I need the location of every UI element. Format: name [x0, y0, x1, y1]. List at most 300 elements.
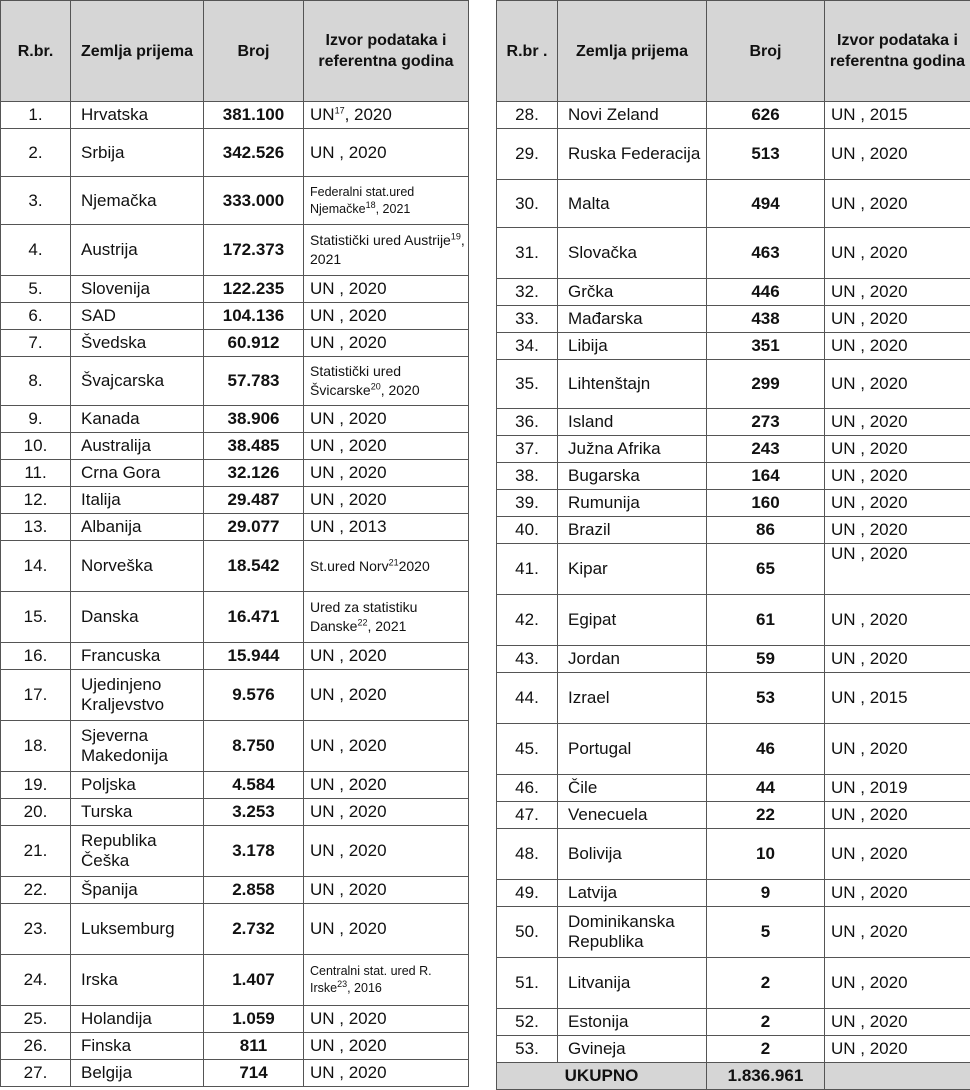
table-row [1, 460, 469, 487]
country-name: Albanija [71, 514, 204, 541]
row-number: 20. [1, 799, 71, 826]
emigrant-count: 3.253 [204, 799, 304, 826]
row-number: 39. [497, 490, 558, 517]
table-row [497, 646, 970, 673]
footnote-ref: 22 [357, 617, 367, 627]
row-number: 52. [497, 1009, 558, 1036]
table-row [1, 1060, 469, 1087]
emigrant-count: 15.944 [204, 643, 304, 670]
row-number: 38. [497, 463, 558, 490]
country-name: Turska [71, 799, 204, 826]
data-source: UN , 2020 [825, 517, 970, 544]
data-source: UN , 2015 [825, 673, 970, 724]
table-row [497, 306, 970, 333]
country-name: Luksemburg [71, 904, 204, 955]
country-name: Novi Zeland [558, 102, 707, 129]
table-row [497, 1036, 970, 1063]
country-name: Italija [71, 487, 204, 514]
emigrant-count: 29.487 [204, 487, 304, 514]
data-source: UN , 2020 [825, 180, 970, 228]
total-value: 1.836.961 [707, 1063, 825, 1090]
emigrant-count: 3.178 [204, 826, 304, 877]
country-name: Ujedinjeno Kraljevstvo [71, 670, 204, 721]
country-name: Švajcarska [71, 357, 204, 406]
row-number: 46. [497, 775, 558, 802]
table-row [497, 595, 970, 646]
country-name: Sjeverna Makedonija [71, 721, 204, 772]
row-number: 6. [1, 303, 71, 330]
total-row [497, 1063, 970, 1090]
source-year: , 2021 [376, 202, 411, 216]
emigrant-count: 38.485 [204, 433, 304, 460]
row-number: 1. [1, 102, 71, 129]
row-number: 34. [497, 333, 558, 360]
emigrant-count: 57.783 [204, 357, 304, 406]
source-text: Federalni stat.ured Njemačke [310, 185, 414, 216]
table-row [1, 406, 469, 433]
row-number: 31. [497, 228, 558, 279]
data-source: UN , 2020 [304, 276, 469, 303]
data-source: UN , 2020 [825, 333, 970, 360]
emigrant-count: 4.584 [204, 772, 304, 799]
table-row [1, 1006, 469, 1033]
country-name: Mađarska [558, 306, 707, 333]
data-source: UN , 2020 [825, 802, 970, 829]
row-number: 4. [1, 225, 71, 276]
data-source: UN , 2020 [825, 490, 970, 517]
row-number: 18. [1, 721, 71, 772]
emigrant-count: 342.526 [204, 129, 304, 177]
row-number: 17. [1, 670, 71, 721]
country-name: Brazil [558, 517, 707, 544]
table-row [497, 102, 970, 129]
emigrant-count: 381.100 [204, 102, 304, 129]
source-year: , 2020 [345, 105, 392, 124]
data-source: UN , 2020 [304, 1033, 469, 1060]
country-name: Egipat [558, 595, 707, 646]
data-source: UN , 2020 [825, 129, 970, 180]
emigrant-count: 2.858 [204, 877, 304, 904]
row-number: 37. [497, 436, 558, 463]
emigrant-count: 333.000 [204, 177, 304, 225]
table-row [1, 670, 469, 721]
data-source: UN , 2020 [304, 772, 469, 799]
row-number: 35. [497, 360, 558, 409]
header-source: Izvor podataka i referentna godina [304, 1, 469, 102]
country-name: Izrael [558, 673, 707, 724]
row-number: 7. [1, 330, 71, 357]
row-number: 29. [497, 129, 558, 180]
emigrant-count: 9.576 [204, 670, 304, 721]
country-name: Venecuela [558, 802, 707, 829]
emigrant-count: 626 [707, 102, 825, 129]
country-name: Kipar [558, 544, 707, 595]
footnote-ref: 23 [337, 979, 347, 989]
row-number: 3. [1, 177, 71, 225]
data-source: UN , 2020 [304, 904, 469, 955]
row-number: 15. [1, 592, 71, 643]
table-row [1, 177, 469, 225]
row-number: 13. [1, 514, 71, 541]
data-source: UN , 2020 [304, 877, 469, 904]
row-number: 28. [497, 102, 558, 129]
data-source [304, 592, 469, 643]
country-name: Južna Afrika [558, 436, 707, 463]
source-year: , 2016 [347, 981, 382, 995]
table-row [1, 592, 469, 643]
table-row [1, 721, 469, 772]
row-number: 36. [497, 409, 558, 436]
data-source: UN , 2020 [304, 433, 469, 460]
data-source [304, 102, 469, 129]
table-row [497, 1009, 970, 1036]
source-year: 2020 [399, 558, 430, 574]
table-row [497, 279, 970, 306]
source-year: , 2020 [381, 382, 420, 398]
country-name: Irska [71, 955, 204, 1006]
emigrant-count: 22 [707, 802, 825, 829]
emigrant-count: 46 [707, 724, 825, 775]
table-row [1, 225, 469, 276]
table-row [497, 958, 970, 1009]
data-source: UN , 2020 [304, 129, 469, 177]
table-row [497, 829, 970, 880]
source-text: Ured za statistiku Danske [310, 599, 417, 634]
data-source: UN , 2020 [825, 544, 970, 595]
source-text: Statistički ured Švicarske [310, 363, 401, 398]
total-blank [825, 1063, 970, 1090]
header-rbr: R.br. [1, 1, 71, 102]
data-source: UN , 2020 [304, 406, 469, 433]
row-number: 11. [1, 460, 71, 487]
header-count: Broj [204, 1, 304, 102]
row-number: 42. [497, 595, 558, 646]
emigrant-count: 59 [707, 646, 825, 673]
emigrant-count: 494 [707, 180, 825, 228]
table-row [497, 775, 970, 802]
emigrant-count: 86 [707, 517, 825, 544]
emigrant-count: 811 [204, 1033, 304, 1060]
row-number: 12. [1, 487, 71, 514]
country-name: Bugarska [558, 463, 707, 490]
emigrant-count: 16.471 [204, 592, 304, 643]
emigrant-count: 446 [707, 279, 825, 306]
data-source: UN , 2020 [304, 721, 469, 772]
table-row [1, 129, 469, 177]
data-source: UN , 2020 [825, 228, 970, 279]
data-source: UN , 2020 [304, 1060, 469, 1087]
table-row [497, 180, 970, 228]
data-source: UN , 2019 [825, 775, 970, 802]
country-name: Slovenija [71, 276, 204, 303]
row-number: 9. [1, 406, 71, 433]
source-text: Centralni stat. ured R. Irske [310, 964, 432, 995]
data-source: UN , 2020 [825, 595, 970, 646]
emigrant-count: 60.912 [204, 330, 304, 357]
table-row [497, 409, 970, 436]
row-number: 53. [497, 1036, 558, 1063]
data-source: UN , 2020 [825, 409, 970, 436]
data-source: UN , 2020 [304, 303, 469, 330]
table-row [1, 826, 469, 877]
header-country: Zemlja prijema [71, 1, 204, 102]
table-row [497, 228, 970, 279]
data-source: UN , 2015 [825, 102, 970, 129]
data-source: UN , 2020 [304, 1006, 469, 1033]
source-year: , 2021 [310, 232, 465, 267]
row-number: 14. [1, 541, 71, 592]
emigrant-count: 2.732 [204, 904, 304, 955]
table-row [1, 433, 469, 460]
table-row [1, 357, 469, 406]
row-number: 32. [497, 279, 558, 306]
table-row [1, 102, 469, 129]
row-number: 10. [1, 433, 71, 460]
table-row [1, 955, 469, 1006]
country-name: Australija [71, 433, 204, 460]
emigrant-count: 172.373 [204, 225, 304, 276]
country-name: Island [558, 409, 707, 436]
row-number: 44. [497, 673, 558, 724]
emigrant-count: 2 [707, 1036, 825, 1063]
row-number: 48. [497, 829, 558, 880]
emigrant-count: 18.542 [204, 541, 304, 592]
table-row [497, 544, 970, 595]
table-row [497, 360, 970, 409]
data-source [304, 357, 469, 406]
table-row [1, 541, 469, 592]
row-number: 24. [1, 955, 71, 1006]
emigrant-count: 243 [707, 436, 825, 463]
row-number: 50. [497, 907, 558, 958]
emigrant-count: 714 [204, 1060, 304, 1087]
data-source: UN , 2020 [825, 907, 970, 958]
data-source [304, 955, 469, 1006]
table-row [497, 333, 970, 360]
country-name: Estonija [558, 1009, 707, 1036]
migration-table-left [0, 0, 469, 1087]
table-row [497, 436, 970, 463]
emigrant-count: 2 [707, 1009, 825, 1036]
country-name: Poljska [71, 772, 204, 799]
table-row [1, 799, 469, 826]
country-name: Libija [558, 333, 707, 360]
country-name: Grčka [558, 279, 707, 306]
data-source: UN , 2020 [825, 880, 970, 907]
header-count: Broj [707, 1, 825, 102]
country-name: Austrija [71, 225, 204, 276]
data-source [304, 177, 469, 225]
country-name: Kanada [71, 406, 204, 433]
emigrant-count: 513 [707, 129, 825, 180]
country-name: Crna Gora [71, 460, 204, 487]
footnote-ref: 17 [335, 105, 345, 115]
emigrant-count: 1.059 [204, 1006, 304, 1033]
data-source: UN , 2020 [304, 670, 469, 721]
data-source: UN , 2020 [825, 279, 970, 306]
row-number: 22. [1, 877, 71, 904]
country-name: Norveška [71, 541, 204, 592]
table-row [1, 487, 469, 514]
country-name: Slovačka [558, 228, 707, 279]
table-row [497, 517, 970, 544]
table-header-row [497, 1, 970, 102]
data-source: UN , 2020 [825, 829, 970, 880]
emigrant-count: 32.126 [204, 460, 304, 487]
emigrant-count: 438 [707, 306, 825, 333]
row-number: 43. [497, 646, 558, 673]
row-number: 16. [1, 643, 71, 670]
row-number: 49. [497, 880, 558, 907]
emigrant-count: 5 [707, 907, 825, 958]
emigrant-count: 104.136 [204, 303, 304, 330]
data-source: UN , 2020 [304, 460, 469, 487]
emigrant-count: 29.077 [204, 514, 304, 541]
emigrant-count: 1.407 [204, 955, 304, 1006]
country-name: Švedska [71, 330, 204, 357]
data-source: UN , 2013 [304, 514, 469, 541]
table-row [497, 724, 970, 775]
row-number: 47. [497, 802, 558, 829]
row-number: 41. [497, 544, 558, 595]
row-number: 27. [1, 1060, 71, 1087]
row-number: 8. [1, 357, 71, 406]
data-source: UN , 2020 [825, 1009, 970, 1036]
emigrant-count: 273 [707, 409, 825, 436]
emigrant-count: 2 [707, 958, 825, 1009]
emigrant-count: 61 [707, 595, 825, 646]
emigrant-count: 9 [707, 880, 825, 907]
emigrant-count: 65 [707, 544, 825, 595]
data-source: UN , 2020 [825, 1036, 970, 1063]
data-source [304, 225, 469, 276]
row-number: 30. [497, 180, 558, 228]
footnote-ref: 18 [366, 199, 376, 209]
emigrant-count: 160 [707, 490, 825, 517]
total-label: UKUPNO [497, 1063, 707, 1090]
country-name: Belgija [71, 1060, 204, 1087]
footnote-ref: 20 [371, 381, 381, 391]
row-number: 2. [1, 129, 71, 177]
migration-table-right [496, 0, 970, 1090]
country-name: Lihtenštajn [558, 360, 707, 409]
table-row [1, 330, 469, 357]
table-row [1, 303, 469, 330]
country-name: Ruska Federacija [558, 129, 707, 180]
footnote-ref: 19 [451, 231, 461, 241]
emigrant-count: 53 [707, 673, 825, 724]
country-name: Bolivija [558, 829, 707, 880]
country-name: Litvanija [558, 958, 707, 1009]
emigrant-count: 8.750 [204, 721, 304, 772]
data-source: UN , 2020 [304, 643, 469, 670]
country-name: Dominikanska Republika [558, 907, 707, 958]
row-number: 33. [497, 306, 558, 333]
row-number: 19. [1, 772, 71, 799]
country-name: Čile [558, 775, 707, 802]
country-name: Hrvatska [71, 102, 204, 129]
header-rbr: R.br . [497, 1, 558, 102]
table-row [497, 129, 970, 180]
country-name: Rumunija [558, 490, 707, 517]
row-number: 25. [1, 1006, 71, 1033]
table-row [1, 772, 469, 799]
country-name: Holandija [71, 1006, 204, 1033]
table-row [497, 463, 970, 490]
emigrant-count: 38.906 [204, 406, 304, 433]
country-name: Gvineja [558, 1036, 707, 1063]
source-text: St.ured Norv [310, 558, 389, 574]
footnote-ref: 21 [389, 557, 399, 567]
table-row [497, 673, 970, 724]
data-source: UN , 2020 [825, 958, 970, 1009]
data-source: UN , 2020 [825, 436, 970, 463]
table-row [1, 643, 469, 670]
country-name: Republika Češka [71, 826, 204, 877]
row-number: 51. [497, 958, 558, 1009]
table-row [1, 276, 469, 303]
country-name: SAD [71, 303, 204, 330]
emigrant-count: 122.235 [204, 276, 304, 303]
country-name: Španija [71, 877, 204, 904]
country-name: Finska [71, 1033, 204, 1060]
table-row [1, 877, 469, 904]
country-name: Jordan [558, 646, 707, 673]
data-source: UN , 2020 [304, 826, 469, 877]
header-source: Izvor podataka i referentna godina [825, 1, 970, 102]
country-name: Srbija [71, 129, 204, 177]
source-text: Statistički ured Austrije [310, 232, 451, 248]
table-row [497, 802, 970, 829]
country-name: Danska [71, 592, 204, 643]
table-row [1, 904, 469, 955]
country-name: Latvija [558, 880, 707, 907]
country-name: Njemačka [71, 177, 204, 225]
emigrant-count: 44 [707, 775, 825, 802]
emigrant-count: 299 [707, 360, 825, 409]
data-source: UN , 2020 [825, 306, 970, 333]
data-source: UN , 2020 [304, 330, 469, 357]
data-source: UN , 2020 [304, 799, 469, 826]
country-name: Malta [558, 180, 707, 228]
data-source: UN , 2020 [825, 360, 970, 409]
emigrant-count: 10 [707, 829, 825, 880]
data-source: UN , 2020 [825, 646, 970, 673]
data-source: UN , 2020 [825, 724, 970, 775]
emigrant-count: 463 [707, 228, 825, 279]
row-number: 23. [1, 904, 71, 955]
row-number: 5. [1, 276, 71, 303]
emigrant-count: 164 [707, 463, 825, 490]
emigrant-count: 351 [707, 333, 825, 360]
data-source [304, 541, 469, 592]
source-text: UN [310, 105, 335, 124]
country-name: Francuska [71, 643, 204, 670]
table-row [497, 880, 970, 907]
row-number: 45. [497, 724, 558, 775]
source-year: , 2021 [367, 618, 406, 634]
data-source: UN , 2020 [825, 463, 970, 490]
row-number: 40. [497, 517, 558, 544]
country-name: Portugal [558, 724, 707, 775]
table-row [1, 514, 469, 541]
row-number: 21. [1, 826, 71, 877]
table-header-row [1, 1, 469, 102]
table-row [497, 490, 970, 517]
table-row [497, 907, 970, 958]
header-country: Zemlja prijema [558, 1, 707, 102]
table-row [1, 1033, 469, 1060]
